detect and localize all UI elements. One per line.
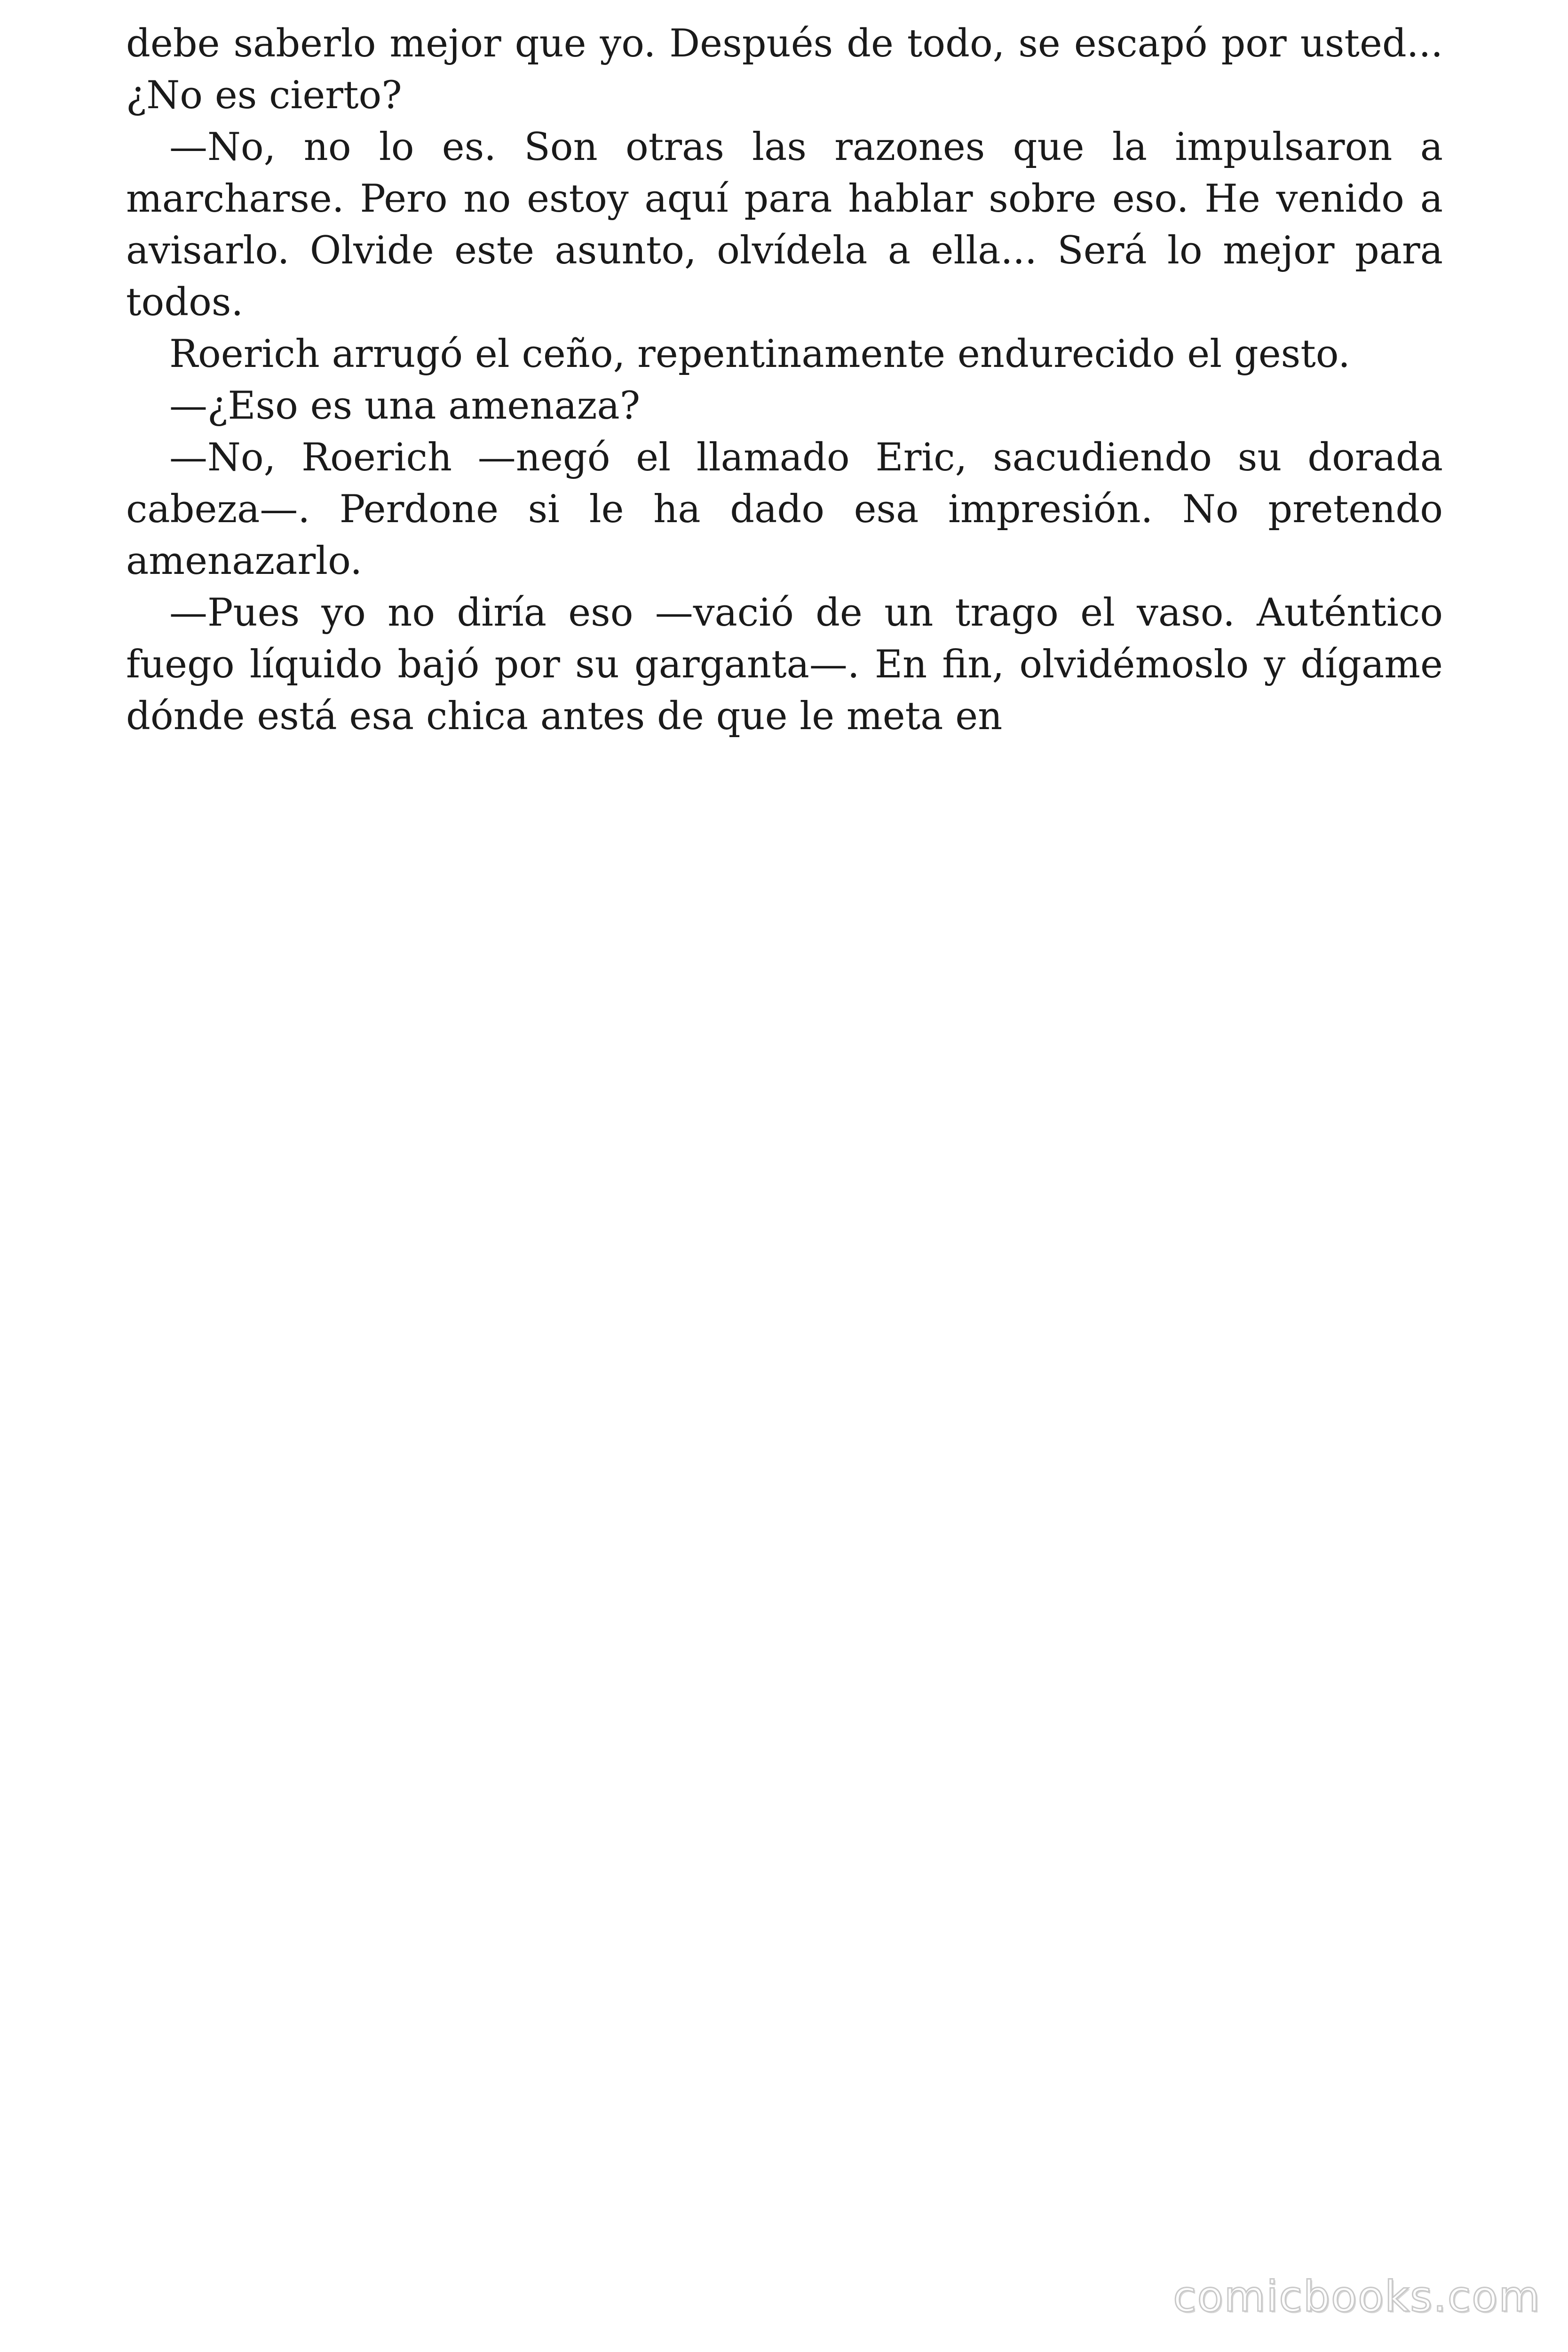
paragraph: —No, Roerich —negó el llamado Eric, sacudiendo su dorada cabeza—. Perdone si le ha dado esa impresión. No pretendo amenazarlo.: [126, 436, 1443, 583]
paragraph: —¿Eso es una amenaza?: [169, 384, 641, 428]
book-page-text: [126, 18, 1443, 742]
watermark: comicbooks.com: [1173, 2272, 1541, 2321]
paragraph: —Pues yo no diría eso —vació de un trago el vaso. Auténtico fuego líquido bajó por su garganta—. En fin, olvidémoslo y dígame dónde está esa chica antes de que le meta en: [126, 591, 1443, 739]
paragraph: —No, no lo es. Son otras las razones que la impulsaron a marcharse. Pero no estoy aquí para hablar sobre eso. He venido a avisarlo. Olvide este asunto, olvídela a ella... Será lo mejor para todos.: [126, 125, 1443, 325]
paragraph: debe saberlo mejor que yo. Después de todo, se escapó por usted... ¿No es cierto?: [126, 22, 1443, 118]
paragraph: Roerich arrugó el ceño, repentinamente endurecido el gesto.: [169, 332, 1350, 376]
